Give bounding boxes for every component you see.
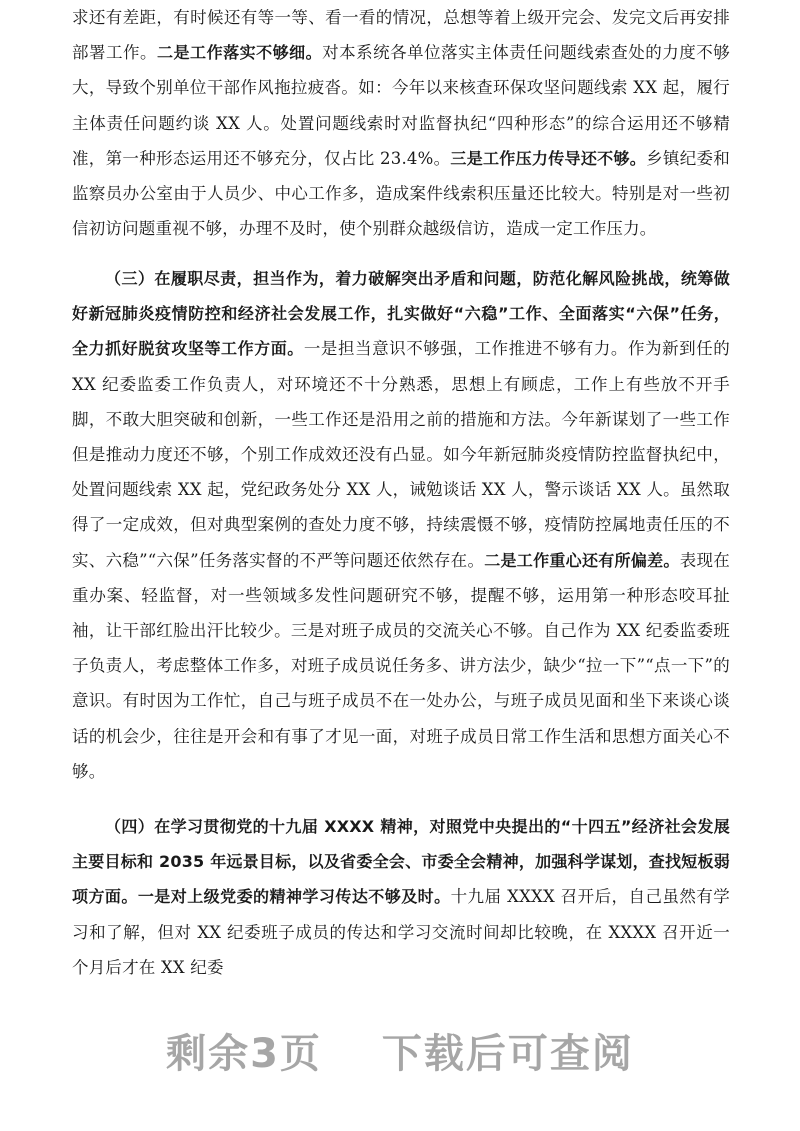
text-run: 十九届 XXXX 召开后，自己虽然有学习和了解，但对 XX 纪委班子成员的传达和学习交流时间却比较晚，在 XXXX 召开近一个月后才在 XX 纪委	[72, 887, 730, 977]
paragraph-work-implementation	[72, 0, 730, 246]
paragraph-section-three	[72, 261, 730, 789]
paragraph-section-four	[72, 809, 730, 985]
bold-text-run: 三是工作压力传导还不够。	[450, 148, 647, 168]
text-run: 乡镇纪委和监察员办公室由于人员少、中心工作多，造成案件线索积压量还比较大。特别是对一些初信初访问题重视不够，办理不及时，使个别群众越级信访，造成一定工作压力。	[72, 148, 731, 239]
text-run: 对本系统各单位落实主体责任问题线索查处的力度不够大，导致个别单位干部作风拖拉疲沓。如：今年以来核查环保攻坚问题线索 XX 起，履行主体责任问题约谈 XX 人。处置问题线索时对监督执纪“四种形态”的综合运用还不够精准，第一种形态运用还不够充分，仅占比 23.4%。	[72, 43, 730, 168]
bold-text-run: （三）在履职尽责，担当作为，着力破解突出矛盾和问题，防范化解风险挑战，统筹做好新冠肺炎疫情防控和经济社会发展工作，扎实做好“六稳”工作、全面落实“六保”任务，全力抓好脱贫攻坚等工作方面。	[72, 269, 730, 359]
remaining-pages-label: 剩余3页	[166, 1031, 322, 1077]
text-run: 一是担当意识不够强，工作推进不够有力。作为新到任的 XX 纪委监委工作负责人，对环境还不十分熟悉，思想上有顾虑，工作上有些放不开手脚，不敢大胆突破和创新，一些工作还是沿用之前的措施和方法。今年新谋划了一些工作但是推动力度还不够，个别工作成效还没有凸显。如今年新冠肺炎疫情防控监督执纪中，处置问题线索 XX 起，党纪政务处分 XX 人，诫勉谈话 XX 人，警示谈话 XX 人。虽然取得了一定成效，但对典型案例的查处力度不够，持续震慑不够，疫情防控属地责任压的不实、六稳”“六保”任务落实督的不严等问题还依然存在。	[72, 339, 730, 570]
bold-text-run: 二是工作落实不够细。	[157, 43, 323, 63]
bold-text-run: 二是工作重心还有所偏差。	[484, 550, 680, 570]
bold-text-run: （四）在学习贯彻党的十九届 XXXX 精神，对照党中央提出的“十四五”经济社会发展主要目标和 2035 年远景目标，以及省委全会、市委全会精神，加强科学谋划，查找短板弱项方面。一是对上级党委的精神学习传达不够及时。	[72, 817, 730, 907]
download-prompt	[0, 1022, 800, 1079]
download-to-view-label: 下载后可查阅	[381, 1031, 634, 1077]
text-run: 求还有差距，有时候还有等一等、看一看的情况，总想等着上级开完会、发完文后再安排部署工作。	[72, 8, 730, 63]
text-run: 表现在重办案、轻监督，对一些领域多发性问题研究不够，提醒不够，运用第一种形态咬耳扯袖，让干部红脸出汗比较少。三是对班子成员的交流关心不够。自己作为 XX 纪委监委班子负责人，考虑整体工作多，对班子成员说任务多、讲方法少，缺少“拉一下”“点一下”的意识。有时因为工作忙，自己与班子成员不在一处办公，与班子成员见面和坐下来谈心谈话的机会少，往往是开会和有事了才见一面，对班子成员日常工作生活和思想方面关心不够。	[72, 550, 730, 781]
